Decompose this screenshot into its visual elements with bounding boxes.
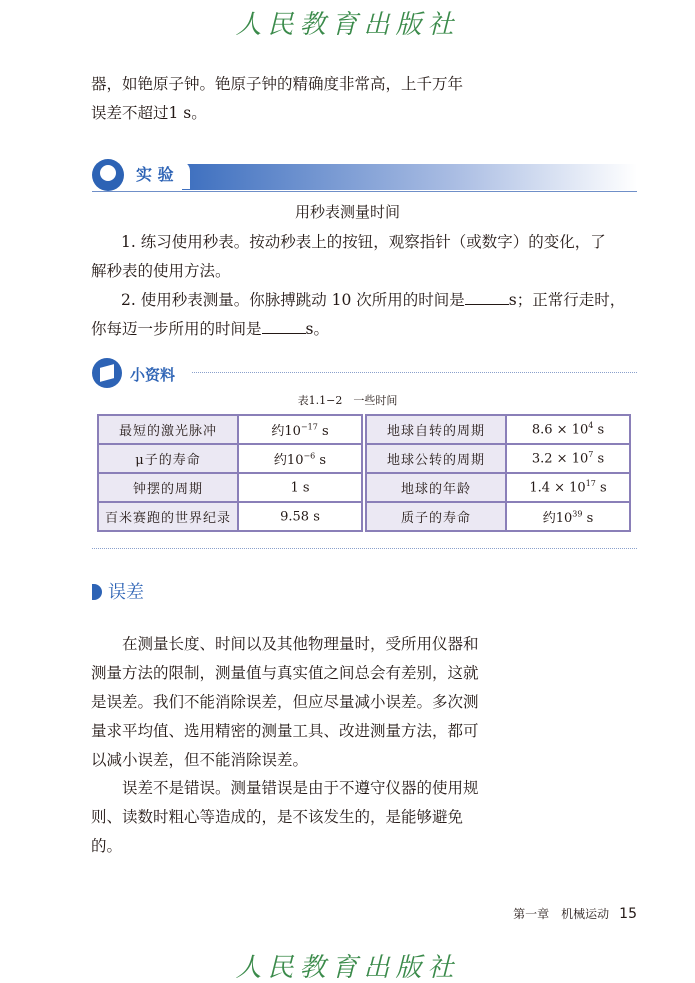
table-value-cell: 约$10^{39}$ s (506, 502, 630, 531)
table-row (98, 473, 630, 502)
step-1-line-2: 解秒表的使用方法。 (91, 262, 231, 280)
section-heading (92, 578, 144, 604)
step-2-text: 2. 使用秒表测量。你脉搏跳动 10 次所用的时间是 (121, 291, 465, 309)
publisher-logo-footer: 人民教育出版社 (235, 953, 460, 983)
answer-blank-2[interactable] (262, 319, 306, 334)
table-row (98, 444, 630, 473)
experiment-label: 实 验 (136, 165, 174, 184)
page-footer (513, 905, 637, 922)
section-title: 误差 (108, 582, 144, 603)
table-caption: 表1.1−2 一些时间 (297, 394, 398, 407)
table-label-cell: μ子的寿命 (98, 444, 238, 473)
intro-line-1: 器，如铯原子钟。铯原子钟的精确度非常高，上千万年 (91, 75, 464, 93)
table-label-cell: 最短的激光脉冲 (98, 415, 238, 444)
experiment-header (92, 157, 637, 191)
page-number: 15 (619, 906, 637, 922)
table-label-cell: 地球自转的周期 (366, 415, 506, 444)
table-row (98, 415, 630, 444)
intro-line-2: 误差不超过1 s。 (91, 104, 207, 122)
step-1-line-1: 1. 练习使用秒表。按动秒表上的按钮，观察指针（或数字）的变化，了 (121, 233, 606, 251)
magnifier-icon (92, 159, 124, 191)
step-2-line-2 (91, 315, 329, 344)
table-label-cell: 地球公转的周期 (366, 444, 506, 473)
book-icon (92, 358, 122, 388)
table-label-cell: 地球的年龄 (366, 473, 506, 502)
table-value-cell: $1.4 \times 10^{17}$ s (506, 473, 630, 502)
section-marker-icon (92, 584, 102, 600)
table-row (98, 502, 630, 531)
step-2-text-d: s。 (305, 320, 329, 338)
publisher-logo: 人民教育出版社 (235, 10, 460, 40)
table-label-cell: 质子的寿命 (366, 502, 506, 531)
table-label-cell: 钟摆的周期 (98, 473, 238, 502)
step-2-text-b: s；正常行走时， (508, 291, 626, 309)
answer-blank-1[interactable] (465, 290, 509, 305)
table-value-cell: 约$10^{-6}$ s (238, 444, 362, 473)
table-value-cell: 1 s (238, 473, 362, 502)
step-2-line-1 (121, 286, 625, 315)
chapter-label: 第一章 机械运动 (513, 907, 610, 921)
table-value-cell: $3.2 \times 10^7$ s (506, 444, 630, 473)
paragraph-1: 在测量长度、时间以及其他物理量时，受所用仪器和测量方法的限制，测量值与真实值之间总会有差别，这就是误差。我们不能消除误差，但应尽量减小误差。多次测量求平均值、选用精密的测量工具、改进测量方法，都可以减小误差，但不能消除误差。 (91, 635, 479, 769)
table-value-cell: $8.6 \times 10^4$ s (506, 415, 630, 444)
table-value-cell: 9.58 s (238, 502, 362, 531)
times-table (97, 414, 631, 532)
info-label: 小资料 (130, 366, 176, 384)
paragraph-2: 误差不是错误。测量错误是由于不遵守仪器的使用规则、读数时粗心等造成的，是不该发生的，是能够避免的。 (91, 779, 479, 855)
table-label-cell: 百米赛跑的世界纪录 (98, 502, 238, 531)
info-header (92, 358, 637, 388)
experiment-title: 用秒表测量时间 (294, 203, 400, 221)
step-2-text-c: 你每迈一步所用的时间是 (91, 320, 262, 338)
table-value-cell: 约$10^{-17}$ s (238, 415, 362, 444)
